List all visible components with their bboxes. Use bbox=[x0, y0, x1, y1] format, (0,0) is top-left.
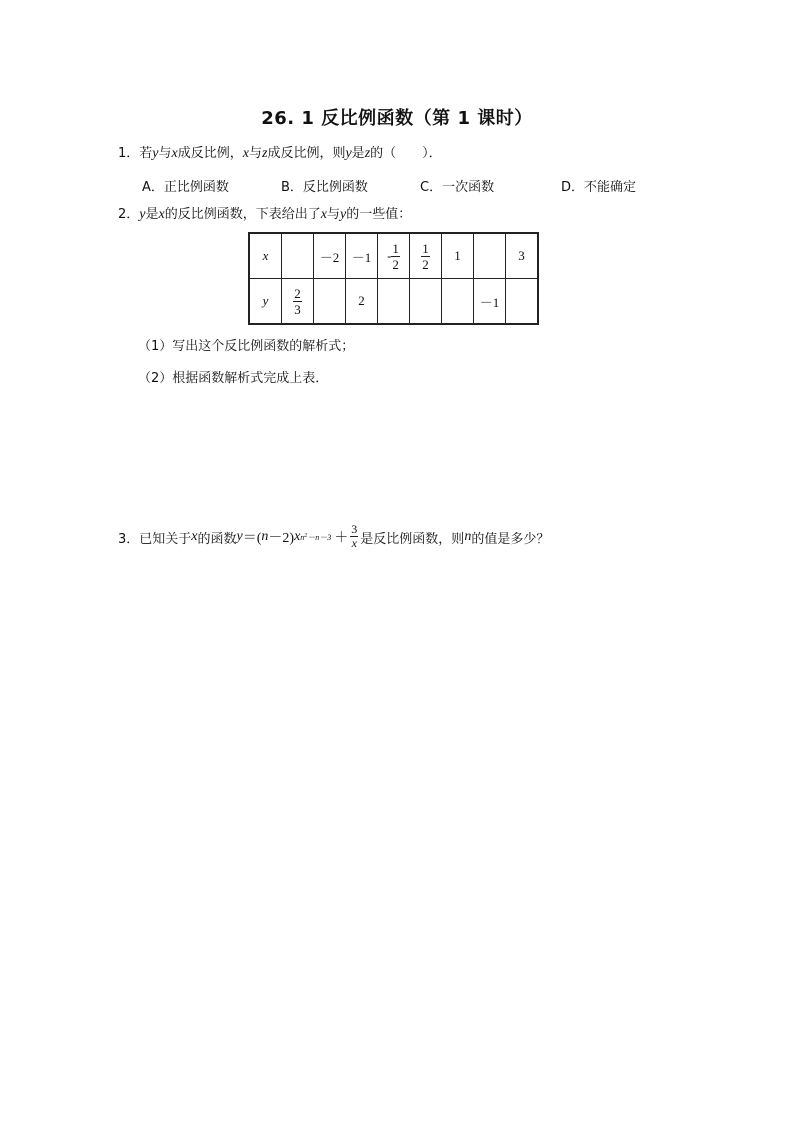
table-cell: 1 bbox=[442, 233, 474, 279]
exponent-power: 2 bbox=[304, 532, 308, 539]
table-cell bbox=[442, 279, 474, 325]
question-2 bbox=[118, 206, 411, 224]
formula-y: y bbox=[236, 529, 243, 545]
table-cell bbox=[314, 279, 346, 325]
text: 成反比例， bbox=[177, 146, 243, 161]
value-table bbox=[248, 232, 539, 325]
text: 成反比例，则 bbox=[267, 146, 346, 161]
formula-x: x bbox=[294, 529, 301, 545]
var-y: y bbox=[345, 146, 352, 161]
sub-question-2: （2）根据函数解析式完成上表． bbox=[138, 371, 329, 386]
sub-question-1: （1）写出这个反比例函数的解析式； bbox=[138, 339, 355, 354]
table-cell: 3 bbox=[506, 233, 539, 279]
var-z: z bbox=[364, 146, 371, 161]
text: 是反比例函数，则 bbox=[360, 531, 465, 547]
page-title: 26. 1 反比例函数（第 1 课时） bbox=[261, 108, 533, 129]
row-label-x: x bbox=[249, 233, 282, 279]
table-cell bbox=[506, 279, 539, 325]
formula-plus: ＋ bbox=[334, 531, 349, 547]
text: 的函数 bbox=[197, 531, 237, 547]
formula-eq: ＝( bbox=[242, 531, 262, 547]
var-y: y bbox=[139, 207, 146, 222]
table-cell bbox=[282, 279, 314, 325]
numerator: 2 bbox=[294, 285, 301, 301]
var-y: y bbox=[152, 146, 159, 161]
var-n: n bbox=[464, 529, 472, 545]
fraction bbox=[391, 242, 400, 271]
option-d: D．不能确定 bbox=[561, 180, 637, 195]
text: 是 bbox=[145, 207, 159, 222]
formula-n: n bbox=[261, 529, 269, 545]
table-cell: －1 bbox=[346, 233, 378, 279]
var-x: x bbox=[242, 146, 249, 161]
var-z: z bbox=[261, 146, 268, 161]
option-b: B．反比例函数 bbox=[281, 180, 368, 195]
table-cell bbox=[410, 233, 442, 279]
table-row-x bbox=[249, 233, 538, 279]
fraction-three-over-x bbox=[350, 523, 358, 549]
q3-number: 3．已知关于 bbox=[118, 531, 192, 547]
table-cell: －2 bbox=[314, 233, 346, 279]
formula-minus-two: －2) bbox=[268, 531, 295, 547]
denominator: x bbox=[351, 535, 357, 550]
var-y: y bbox=[339, 207, 347, 222]
text: 的（ ）． bbox=[370, 146, 442, 161]
exponent bbox=[300, 532, 331, 543]
option-a: A．正比例函数 bbox=[142, 180, 229, 195]
table-cell: 2 bbox=[346, 279, 378, 325]
exponent-base: n bbox=[300, 532, 305, 542]
denominator: 3 bbox=[294, 301, 301, 317]
q2-number: 2． bbox=[118, 207, 140, 222]
two-thirds-fraction bbox=[293, 287, 302, 316]
table-row-y bbox=[249, 279, 538, 325]
half-fraction bbox=[421, 242, 430, 271]
table-cell bbox=[282, 233, 314, 279]
numerator: 1 bbox=[422, 240, 429, 256]
var-x: x bbox=[320, 207, 327, 222]
question-3 bbox=[118, 524, 549, 550]
denominator: 2 bbox=[422, 256, 429, 272]
table-cell bbox=[410, 279, 442, 325]
text: 与 bbox=[326, 207, 340, 222]
table-cell bbox=[474, 233, 506, 279]
var-x: x bbox=[171, 146, 178, 161]
table-cell: －1 bbox=[474, 279, 506, 325]
table-cell bbox=[378, 233, 410, 279]
row-label-y: y bbox=[249, 279, 282, 325]
option-c: C．一次函数 bbox=[420, 180, 495, 195]
table-cell bbox=[378, 279, 410, 325]
text: 与 bbox=[158, 146, 172, 161]
neg-half-fraction bbox=[387, 242, 400, 271]
text: 的值是多少？ bbox=[471, 531, 550, 547]
numerator: 1 bbox=[392, 240, 399, 256]
q1-number: 1．若 bbox=[118, 146, 153, 161]
denominator: 2 bbox=[392, 256, 399, 272]
minus-sign: - bbox=[387, 248, 392, 263]
text: 与 bbox=[248, 146, 262, 161]
exponent-rest: －n－3 bbox=[307, 532, 332, 542]
var-x: x bbox=[158, 207, 165, 222]
text: 是 bbox=[351, 146, 365, 161]
var-x: x bbox=[191, 529, 198, 545]
question-1 bbox=[118, 145, 442, 163]
text: 的反比例函数，下表给出了 bbox=[164, 207, 321, 222]
numerator: 3 bbox=[351, 522, 358, 536]
text: 的一些值： bbox=[346, 207, 412, 222]
